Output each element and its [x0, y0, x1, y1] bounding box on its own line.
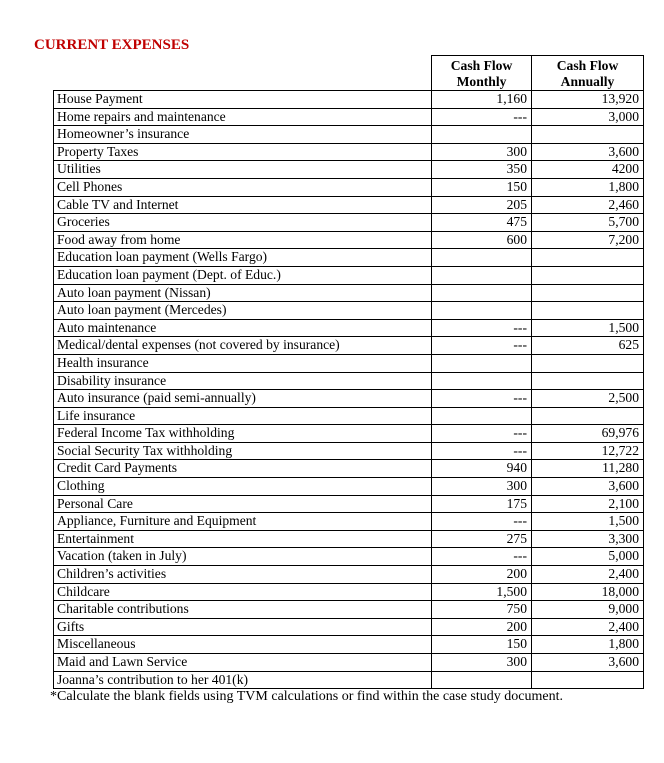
- row-label: Cell Phones: [54, 178, 432, 196]
- row-monthly-value: ---: [432, 425, 532, 443]
- row-annual-value: 2,100: [532, 495, 644, 513]
- header-blank: [54, 56, 432, 91]
- table-row: [54, 354, 644, 372]
- row-annual-value: 12,722: [532, 442, 644, 460]
- expenses-table: [53, 55, 644, 689]
- row-label: Gifts: [54, 618, 432, 636]
- row-label: Clothing: [54, 478, 432, 496]
- row-monthly-value: 300: [432, 478, 532, 496]
- row-monthly-value: [432, 126, 532, 144]
- row-monthly-value: 205: [432, 196, 532, 214]
- row-monthly-value: ---: [432, 337, 532, 355]
- row-annual-value: 3,600: [532, 143, 644, 161]
- header-annually-line1: Cash Flow: [556, 58, 619, 73]
- row-annual-value: 11,280: [532, 460, 644, 478]
- row-label: Childcare: [54, 583, 432, 601]
- row-monthly-value: ---: [432, 513, 532, 531]
- row-annual-value: [532, 249, 644, 267]
- table-row: [54, 390, 644, 408]
- table-row: [54, 425, 644, 443]
- table-row: [54, 548, 644, 566]
- table-row: [54, 566, 644, 584]
- row-monthly-value: [432, 372, 532, 390]
- row-annual-value: [532, 266, 644, 284]
- row-label: Children’s activities: [54, 566, 432, 584]
- row-label: Disability insurance: [54, 372, 432, 390]
- table-row: [54, 513, 644, 531]
- header-annually-line2: Annually: [560, 74, 615, 89]
- row-annual-value: [532, 671, 644, 689]
- row-monthly-value: [432, 354, 532, 372]
- table-row: [54, 231, 644, 249]
- row-label: Food away from home: [54, 231, 432, 249]
- row-label: Credit Card Payments: [54, 460, 432, 478]
- row-monthly-value: ---: [432, 390, 532, 408]
- row-annual-value: [532, 372, 644, 390]
- table-row: [54, 671, 644, 689]
- row-annual-value: 5,700: [532, 214, 644, 232]
- row-annual-value: 2,500: [532, 390, 644, 408]
- table-row: [54, 196, 644, 214]
- header-monthly: [432, 56, 532, 91]
- row-label: Personal Care: [54, 495, 432, 513]
- row-annual-value: 1,800: [532, 178, 644, 196]
- row-label: Auto loan payment (Mercedes): [54, 302, 432, 320]
- row-annual-value: [532, 126, 644, 144]
- table-row: [54, 460, 644, 478]
- row-monthly-value: 150: [432, 636, 532, 654]
- header-row: [54, 56, 644, 91]
- row-annual-value: 2,460: [532, 196, 644, 214]
- table-row: [54, 654, 644, 672]
- row-label: Entertainment: [54, 530, 432, 548]
- table-row: [54, 284, 644, 302]
- row-annual-value: 1,500: [532, 513, 644, 531]
- table-row: [54, 214, 644, 232]
- row-label: Utilities: [54, 161, 432, 179]
- row-monthly-value: ---: [432, 548, 532, 566]
- row-monthly-value: ---: [432, 108, 532, 126]
- table-row: [54, 302, 644, 320]
- table-row: [54, 143, 644, 161]
- row-annual-value: 69,976: [532, 425, 644, 443]
- row-monthly-value: 750: [432, 601, 532, 619]
- row-monthly-value: ---: [432, 442, 532, 460]
- row-monthly-value: 300: [432, 143, 532, 161]
- row-annual-value: 1,800: [532, 636, 644, 654]
- row-label: Charitable contributions: [54, 601, 432, 619]
- row-label: Property Taxes: [54, 143, 432, 161]
- row-monthly-value: [432, 249, 532, 267]
- row-annual-value: 3,600: [532, 478, 644, 496]
- row-label: Federal Income Tax withholding: [54, 425, 432, 443]
- row-label: Auto insurance (paid semi-annually): [54, 390, 432, 408]
- row-annual-value: [532, 354, 644, 372]
- row-monthly-value: 175: [432, 495, 532, 513]
- table-row: [54, 91, 644, 109]
- row-annual-value: [532, 407, 644, 425]
- row-annual-value: 2,400: [532, 566, 644, 584]
- row-label: Maid and Lawn Service: [54, 654, 432, 672]
- table-row: [54, 178, 644, 196]
- row-monthly-value: 1,500: [432, 583, 532, 601]
- header-monthly-line2: Monthly: [456, 74, 507, 89]
- row-annual-value: 3,600: [532, 654, 644, 672]
- section-title: CURRENT EXPENSES: [34, 37, 190, 53]
- row-monthly-value: [432, 407, 532, 425]
- row-monthly-value: 940: [432, 460, 532, 478]
- row-label: Medical/dental expenses (not covered by insurance): [54, 337, 432, 355]
- row-monthly-value: 350: [432, 161, 532, 179]
- footnote: *Calculate the blank fields using TVM calculations or find within the case study document.: [50, 689, 563, 704]
- row-monthly-value: 200: [432, 618, 532, 636]
- header-annually: [532, 56, 644, 91]
- row-monthly-value: 275: [432, 530, 532, 548]
- row-label: Education loan payment (Wells Fargo): [54, 249, 432, 267]
- row-label: Joanna’s contribution to her 401(k): [54, 671, 432, 689]
- row-annual-value: 3,000: [532, 108, 644, 126]
- table-row: [54, 495, 644, 513]
- row-label: Health insurance: [54, 354, 432, 372]
- row-monthly-value: [432, 671, 532, 689]
- header-monthly-line1: Cash Flow: [450, 58, 513, 73]
- table-row: [54, 618, 644, 636]
- table-row: [54, 478, 644, 496]
- table-row: [54, 407, 644, 425]
- row-label: House Payment: [54, 91, 432, 109]
- table-row: [54, 636, 644, 654]
- row-monthly-value: [432, 266, 532, 284]
- row-label: Home repairs and maintenance: [54, 108, 432, 126]
- row-annual-value: 18,000: [532, 583, 644, 601]
- row-annual-value: 4200: [532, 161, 644, 179]
- table-row: [54, 583, 644, 601]
- row-monthly-value: [432, 284, 532, 302]
- row-label: Auto loan payment (Nissan): [54, 284, 432, 302]
- row-monthly-value: 1,160: [432, 91, 532, 109]
- row-label: Social Security Tax withholding: [54, 442, 432, 460]
- table-row: [54, 337, 644, 355]
- row-monthly-value: 475: [432, 214, 532, 232]
- table-row: [54, 442, 644, 460]
- row-annual-value: 3,300: [532, 530, 644, 548]
- row-label: Auto maintenance: [54, 319, 432, 337]
- row-label: Life insurance: [54, 407, 432, 425]
- row-monthly-value: 600: [432, 231, 532, 249]
- row-monthly-value: 150: [432, 178, 532, 196]
- row-annual-value: 1,500: [532, 319, 644, 337]
- table-row: [54, 319, 644, 337]
- row-annual-value: 13,920: [532, 91, 644, 109]
- row-label: Vacation (taken in July): [54, 548, 432, 566]
- row-monthly-value: 200: [432, 566, 532, 584]
- row-annual-value: 7,200: [532, 231, 644, 249]
- row-label: Cable TV and Internet: [54, 196, 432, 214]
- row-label: Education loan payment (Dept. of Educ.): [54, 266, 432, 284]
- row-label: Groceries: [54, 214, 432, 232]
- table-row: [54, 530, 644, 548]
- table-row: [54, 266, 644, 284]
- row-annual-value: [532, 302, 644, 320]
- row-label: Appliance, Furniture and Equipment: [54, 513, 432, 531]
- row-annual-value: 625: [532, 337, 644, 355]
- table-row: [54, 601, 644, 619]
- row-annual-value: 9,000: [532, 601, 644, 619]
- row-monthly-value: 300: [432, 654, 532, 672]
- row-annual-value: 2,400: [532, 618, 644, 636]
- table-row: [54, 108, 644, 126]
- table-row: [54, 249, 644, 267]
- row-monthly-value: [432, 302, 532, 320]
- row-label: Miscellaneous: [54, 636, 432, 654]
- row-annual-value: 5,000: [532, 548, 644, 566]
- row-label: Homeowner’s insurance: [54, 126, 432, 144]
- table-row: [54, 161, 644, 179]
- table-row: [54, 372, 644, 390]
- row-monthly-value: ---: [432, 319, 532, 337]
- table-row: [54, 126, 644, 144]
- row-annual-value: [532, 284, 644, 302]
